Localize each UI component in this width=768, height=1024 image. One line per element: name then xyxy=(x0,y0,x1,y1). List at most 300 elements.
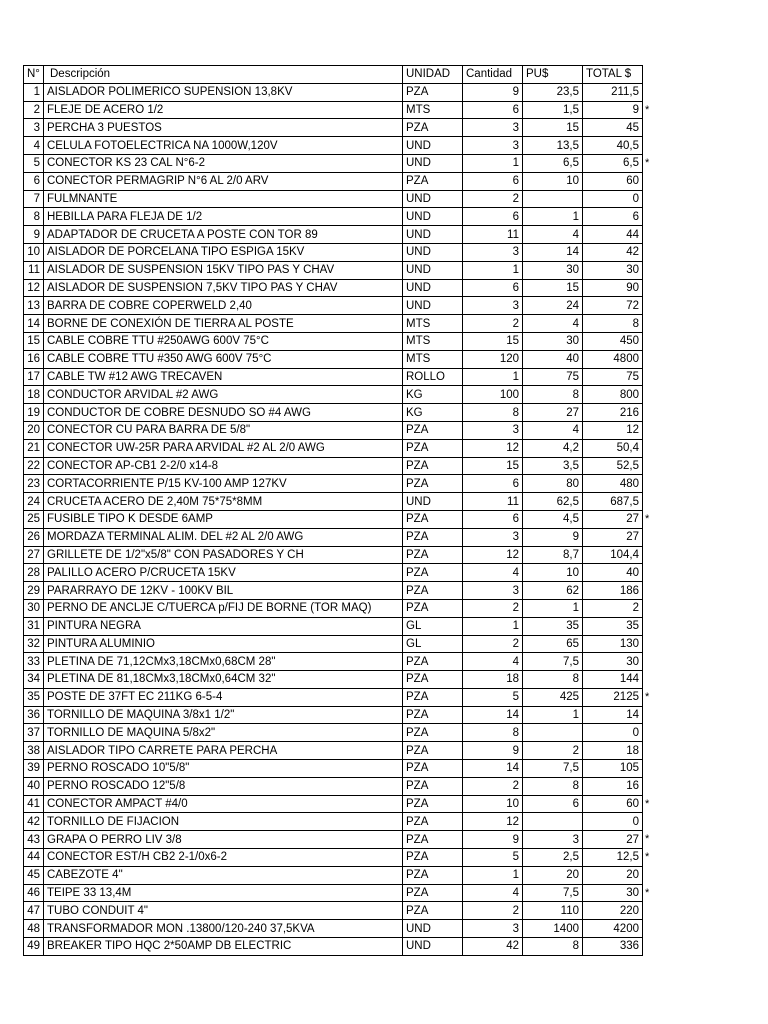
row-total: 40,5 xyxy=(583,137,643,155)
row-description: CRUCETA ACERO DE 2,40M 75*75*8MM xyxy=(44,493,403,511)
row-number: 15 xyxy=(24,332,44,350)
row-quantity: 42 xyxy=(463,938,523,956)
row-quantity: 3 xyxy=(463,582,523,600)
row-number: 28 xyxy=(24,564,44,582)
row-total: 40 xyxy=(583,564,643,582)
row-description: CABEZOTE 4" xyxy=(44,866,403,884)
row-number: 3 xyxy=(24,119,44,137)
row-description: PERNO DE ANCLJE C/TUERCA p/FIJ DE BORNE (TOR MAQ) xyxy=(44,599,403,617)
row-number: 45 xyxy=(24,866,44,884)
row-number: 39 xyxy=(24,760,44,778)
row-mark: * xyxy=(645,513,650,525)
row-number: 7 xyxy=(24,190,44,208)
row-description: PARARRAYO DE 12KV - 100KV BIL xyxy=(44,582,403,600)
row-number: 24 xyxy=(24,493,44,511)
row-total: 6,5 xyxy=(583,154,643,172)
row-description: ADAPTADOR DE CRUCETA A POSTE CON TOR 89 xyxy=(44,226,403,244)
table-row xyxy=(24,528,643,546)
row-quantity: 2 xyxy=(463,599,523,617)
row-total: 104,4 xyxy=(583,546,643,564)
row-unit: PZA xyxy=(403,475,463,493)
row-unit-price: 110 xyxy=(523,902,583,920)
row-number: 26 xyxy=(24,528,44,546)
table-row xyxy=(24,208,643,226)
row-description: CONECTOR AP-CB1 2-2/0 x14-8 xyxy=(44,457,403,475)
row-unit-price: 62 xyxy=(523,582,583,600)
row-unit: PZA xyxy=(403,742,463,760)
row-quantity: 6 xyxy=(463,279,523,297)
row-unit: UND xyxy=(403,493,463,511)
row-quantity: 14 xyxy=(463,706,523,724)
row-unit: UND xyxy=(403,154,463,172)
row-description: CONECTOR PERMAGRIP N°6 AL 2/0 ARV xyxy=(44,172,403,190)
row-unit-price: 23,5 xyxy=(523,83,583,101)
row-total: 72 xyxy=(583,297,643,315)
row-total: 60 xyxy=(583,795,643,813)
row-unit: PZA xyxy=(403,172,463,190)
row-quantity: 18 xyxy=(463,671,523,689)
row-unit: PZA xyxy=(403,688,463,706)
table-row xyxy=(24,671,643,689)
row-total: 2125 xyxy=(583,688,643,706)
row-description: AISLADOR DE SUSPENSION 15KV TIPO PAS Y CHAV xyxy=(44,261,403,279)
row-unit-price: 6,5 xyxy=(523,154,583,172)
row-total: 105 xyxy=(583,760,643,778)
row-description: CABLE TW #12 AWG TRECAVEN xyxy=(44,368,403,386)
row-quantity: 10 xyxy=(463,795,523,813)
row-unit: UND xyxy=(403,297,463,315)
row-unit-price: 7,5 xyxy=(523,653,583,671)
row-unit: PZA xyxy=(403,528,463,546)
row-number: 21 xyxy=(24,439,44,457)
row-total: 35 xyxy=(583,617,643,635)
header-unit-price: PU$ xyxy=(523,66,583,84)
row-quantity: 1 xyxy=(463,154,523,172)
row-total: 60 xyxy=(583,172,643,190)
row-total: 216 xyxy=(583,404,643,422)
row-description: AISLADOR POLIMERICO SUPENSION 13,8KV xyxy=(44,83,403,101)
row-description: AISLADOR DE PORCELANA TIPO ESPIGA 15KV xyxy=(44,243,403,261)
row-description: GRILLETE DE 1/2"x5/8" CON PASADORES Y CH xyxy=(44,546,403,564)
row-quantity: 3 xyxy=(463,137,523,155)
row-unit: KG xyxy=(403,386,463,404)
row-unit: PZA xyxy=(403,706,463,724)
row-description: FULMNANTE xyxy=(44,190,403,208)
row-quantity: 3 xyxy=(463,119,523,137)
table-row xyxy=(24,119,643,137)
header-number: N° xyxy=(24,66,44,84)
row-unit: PZA xyxy=(403,582,463,600)
row-total: 336 xyxy=(583,938,643,956)
row-unit-price: 1 xyxy=(523,706,583,724)
row-description: CONECTOR AMPACT #4/0 xyxy=(44,795,403,813)
row-number: 2 xyxy=(24,101,44,119)
row-total: 6 xyxy=(583,208,643,226)
row-total: 14 xyxy=(583,706,643,724)
row-unit: PZA xyxy=(403,457,463,475)
row-quantity: 9 xyxy=(463,83,523,101)
row-description: CONECTOR KS 23 CAL N°6-2 xyxy=(44,154,403,172)
table-row xyxy=(24,368,643,386)
row-number: 47 xyxy=(24,902,44,920)
row-mark: * xyxy=(645,157,650,169)
row-quantity: 2 xyxy=(463,635,523,653)
row-unit: PZA xyxy=(403,119,463,137)
row-quantity: 4 xyxy=(463,884,523,902)
row-unit-price: 3 xyxy=(523,831,583,849)
row-unit: PZA xyxy=(403,546,463,564)
row-unit-price: 13,5 xyxy=(523,137,583,155)
row-number: 34 xyxy=(24,671,44,689)
table-row xyxy=(24,688,643,706)
row-unit: PZA xyxy=(403,760,463,778)
table-row xyxy=(24,350,643,368)
table-row xyxy=(24,564,643,582)
table-row xyxy=(24,243,643,261)
row-unit: PZA xyxy=(403,564,463,582)
row-unit-price: 30 xyxy=(523,261,583,279)
row-total: 9 xyxy=(583,101,643,119)
table-row xyxy=(24,101,643,119)
row-total: 27 xyxy=(583,528,643,546)
row-unit-price: 15 xyxy=(523,119,583,137)
row-number: 10 xyxy=(24,243,44,261)
row-total: 130 xyxy=(583,635,643,653)
row-quantity: 2 xyxy=(463,777,523,795)
row-unit-price: 4 xyxy=(523,315,583,333)
row-mark: * xyxy=(645,851,650,863)
row-total: 75 xyxy=(583,368,643,386)
row-quantity: 1 xyxy=(463,866,523,884)
row-unit: PZA xyxy=(403,777,463,795)
row-total: 30 xyxy=(583,653,643,671)
row-unit-price: 4,2 xyxy=(523,439,583,457)
row-number: 43 xyxy=(24,831,44,849)
header-unit: UNIDAD xyxy=(403,66,463,84)
row-mark: * xyxy=(645,691,650,703)
row-description: TORNILLO DE MAQUINA 5/8x2" xyxy=(44,724,403,742)
table-row xyxy=(24,475,643,493)
row-description: BARRA DE COBRE COPERWELD 2,40 xyxy=(44,297,403,315)
row-quantity: 4 xyxy=(463,653,523,671)
row-unit: GL xyxy=(403,617,463,635)
row-number: 36 xyxy=(24,706,44,724)
table-row xyxy=(24,706,643,724)
row-total: 12 xyxy=(583,421,643,439)
row-unit-price: 24 xyxy=(523,297,583,315)
row-number: 19 xyxy=(24,404,44,422)
row-description: PLETINA DE 71,12CMx3,18CMx0,68CM 28" xyxy=(44,653,403,671)
row-unit-price: 8 xyxy=(523,777,583,795)
row-unit: PZA xyxy=(403,653,463,671)
row-unit-price: 7,5 xyxy=(523,884,583,902)
row-unit: UND xyxy=(403,190,463,208)
row-total: 4800 xyxy=(583,350,643,368)
row-unit: MTS xyxy=(403,315,463,333)
row-description: TORNILLO DE FIJACION xyxy=(44,813,403,831)
row-quantity: 6 xyxy=(463,101,523,119)
row-quantity: 12 xyxy=(463,813,523,831)
row-quantity: 11 xyxy=(463,493,523,511)
table-row xyxy=(24,457,643,475)
row-quantity: 8 xyxy=(463,404,523,422)
row-unit-price: 10 xyxy=(523,564,583,582)
row-description: PERNO ROSCADO 12"5/8 xyxy=(44,777,403,795)
row-description: PINTURA NEGRA xyxy=(44,617,403,635)
row-description: CABLE COBRE TTU #250AWG 600V 75°C xyxy=(44,332,403,350)
table-row xyxy=(24,849,643,867)
row-unit: GL xyxy=(403,635,463,653)
spreadsheet xyxy=(23,65,650,956)
row-quantity: 3 xyxy=(463,528,523,546)
row-quantity: 6 xyxy=(463,208,523,226)
row-unit-price xyxy=(523,724,583,742)
row-mark: * xyxy=(645,104,650,116)
row-total: 30 xyxy=(583,884,643,902)
row-unit: PZA xyxy=(403,671,463,689)
row-description: FLEJE DE ACERO 1/2 xyxy=(44,101,403,119)
row-total: 12,5 xyxy=(583,849,643,867)
row-description: BREAKER TIPO HQC 2*50AMP DB ELECTRIC xyxy=(44,938,403,956)
row-number: 38 xyxy=(24,742,44,760)
row-total: 50,4 xyxy=(583,439,643,457)
row-unit-price: 8 xyxy=(523,671,583,689)
table-row xyxy=(24,884,643,902)
row-total: 0 xyxy=(583,190,643,208)
row-quantity: 6 xyxy=(463,510,523,528)
table-row xyxy=(24,279,643,297)
row-unit-price: 1400 xyxy=(523,920,583,938)
row-number: 23 xyxy=(24,475,44,493)
row-number: 31 xyxy=(24,617,44,635)
table-row xyxy=(24,938,643,956)
row-total: 450 xyxy=(583,332,643,350)
row-unit-price: 2 xyxy=(523,742,583,760)
row-total: 18 xyxy=(583,742,643,760)
row-total: 220 xyxy=(583,902,643,920)
row-total: 27 xyxy=(583,831,643,849)
row-number: 16 xyxy=(24,350,44,368)
row-quantity: 2 xyxy=(463,902,523,920)
table-row xyxy=(24,172,643,190)
row-quantity: 100 xyxy=(463,386,523,404)
row-number: 6 xyxy=(24,172,44,190)
row-unit-price: 7,5 xyxy=(523,760,583,778)
row-description: TUBO CONDUIT 4" xyxy=(44,902,403,920)
row-unit-price: 80 xyxy=(523,475,583,493)
row-number: 8 xyxy=(24,208,44,226)
row-number: 12 xyxy=(24,279,44,297)
row-unit-price: 14 xyxy=(523,243,583,261)
row-unit-price: 62,5 xyxy=(523,493,583,511)
table-row xyxy=(24,546,643,564)
table-row xyxy=(24,617,643,635)
table-row xyxy=(24,297,643,315)
table-row xyxy=(24,813,643,831)
row-unit: MTS xyxy=(403,332,463,350)
row-description: FUSIBLE TIPO K DESDE 6AMP xyxy=(44,510,403,528)
row-unit: UND xyxy=(403,261,463,279)
table-row xyxy=(24,831,643,849)
row-total: 4200 xyxy=(583,920,643,938)
header-quantity: Cantidad xyxy=(463,66,523,84)
row-description: AISLADOR DE SUSPENSION 7,5KV TIPO PAS Y CHAV xyxy=(44,279,403,297)
row-unit: PZA xyxy=(403,866,463,884)
row-unit: MTS xyxy=(403,101,463,119)
row-description: HEBILLA PARA FLEJA DE 1/2 xyxy=(44,208,403,226)
table-row xyxy=(24,599,643,617)
row-total: 52,5 xyxy=(583,457,643,475)
table-row xyxy=(24,83,643,101)
row-number: 18 xyxy=(24,386,44,404)
row-unit: PZA xyxy=(403,831,463,849)
row-unit: PZA xyxy=(403,421,463,439)
row-number: 20 xyxy=(24,421,44,439)
row-total: 20 xyxy=(583,866,643,884)
row-number: 32 xyxy=(24,635,44,653)
row-total: 44 xyxy=(583,226,643,244)
row-total: 45 xyxy=(583,119,643,137)
materials-table xyxy=(23,65,643,956)
row-unit-price: 8 xyxy=(523,386,583,404)
row-unit: PZA xyxy=(403,510,463,528)
row-description: CABLE COBRE TTU #350 AWG 600V 75°C xyxy=(44,350,403,368)
table-row xyxy=(24,137,643,155)
table-row xyxy=(24,920,643,938)
row-number: 13 xyxy=(24,297,44,315)
table-row xyxy=(24,653,643,671)
row-unit-price: 4,5 xyxy=(523,510,583,528)
row-total: 186 xyxy=(583,582,643,600)
row-quantity: 5 xyxy=(463,849,523,867)
table-row xyxy=(24,261,643,279)
table-row xyxy=(24,902,643,920)
row-unit-price: 9 xyxy=(523,528,583,546)
row-unit: PZA xyxy=(403,795,463,813)
row-total: 687,5 xyxy=(583,493,643,511)
row-description: TEIPE 33 13,4M xyxy=(44,884,403,902)
row-number: 9 xyxy=(24,226,44,244)
row-number: 33 xyxy=(24,653,44,671)
row-quantity: 9 xyxy=(463,831,523,849)
row-unit: KG xyxy=(403,404,463,422)
row-unit-price: 4 xyxy=(523,421,583,439)
row-description: BORNE DE CONEXIÓN DE TIERRA AL POSTE xyxy=(44,315,403,333)
row-quantity: 11 xyxy=(463,226,523,244)
table-row xyxy=(24,154,643,172)
row-unit: PZA xyxy=(403,724,463,742)
row-number: 27 xyxy=(24,546,44,564)
row-unit-price: 8 xyxy=(523,938,583,956)
row-mark: * xyxy=(645,833,650,845)
row-unit: PZA xyxy=(403,439,463,457)
row-description: CONECTOR CU PARA BARRA DE 5/8" xyxy=(44,421,403,439)
header-row xyxy=(24,66,643,84)
row-number: 40 xyxy=(24,777,44,795)
row-total: 8 xyxy=(583,315,643,333)
table-row xyxy=(24,795,643,813)
table-row xyxy=(24,439,643,457)
table-row xyxy=(24,315,643,333)
row-total: 90 xyxy=(583,279,643,297)
row-unit: UND xyxy=(403,938,463,956)
row-mark: * xyxy=(645,887,650,899)
row-total: 30 xyxy=(583,261,643,279)
table-row xyxy=(24,760,643,778)
row-unit-price: 1 xyxy=(523,208,583,226)
row-mark: * xyxy=(645,798,650,810)
row-description: CONECTOR EST/H CB2 2-1/0x6-2 xyxy=(44,849,403,867)
table-row xyxy=(24,777,643,795)
row-unit-price: 1 xyxy=(523,599,583,617)
row-unit: ROLLO xyxy=(403,368,463,386)
row-unit-price: 40 xyxy=(523,350,583,368)
row-quantity: 1 xyxy=(463,617,523,635)
row-quantity: 1 xyxy=(463,368,523,386)
row-unit-price: 4 xyxy=(523,226,583,244)
row-unit-price: 6 xyxy=(523,795,583,813)
row-number: 1 xyxy=(24,83,44,101)
row-unit: PZA xyxy=(403,902,463,920)
row-quantity: 5 xyxy=(463,688,523,706)
row-number: 44 xyxy=(24,849,44,867)
row-quantity: 1 xyxy=(463,261,523,279)
row-unit-price: 75 xyxy=(523,368,583,386)
row-number: 11 xyxy=(24,261,44,279)
table-row xyxy=(24,866,643,884)
row-description: CELULA FOTOELECTRICA NA 1000W,120V xyxy=(44,137,403,155)
table-row xyxy=(24,493,643,511)
row-number: 46 xyxy=(24,884,44,902)
row-number: 4 xyxy=(24,137,44,155)
row-quantity: 6 xyxy=(463,475,523,493)
row-unit-price: 27 xyxy=(523,404,583,422)
row-quantity: 2 xyxy=(463,190,523,208)
row-number: 48 xyxy=(24,920,44,938)
row-unit: UND xyxy=(403,226,463,244)
row-description: PERNO ROSCADO 10"5/8" xyxy=(44,760,403,778)
row-quantity: 2 xyxy=(463,315,523,333)
row-unit-price xyxy=(523,813,583,831)
row-unit-price: 8,7 xyxy=(523,546,583,564)
row-number: 17 xyxy=(24,368,44,386)
table-row xyxy=(24,635,643,653)
row-unit-price: 1,5 xyxy=(523,101,583,119)
row-number: 42 xyxy=(24,813,44,831)
row-total: 27 xyxy=(583,510,643,528)
header-description: Descripción xyxy=(44,66,403,84)
row-unit: UND xyxy=(403,920,463,938)
row-description: GRAPA O PERRO LIV 3/8 xyxy=(44,831,403,849)
row-description: TORNILLO DE MAQUINA 3/8x1 1/2" xyxy=(44,706,403,724)
row-unit: UND xyxy=(403,137,463,155)
table-row xyxy=(24,421,643,439)
table-row xyxy=(24,510,643,528)
row-number: 25 xyxy=(24,510,44,528)
row-unit: PZA xyxy=(403,813,463,831)
row-total: 800 xyxy=(583,386,643,404)
row-number: 37 xyxy=(24,724,44,742)
row-total: 42 xyxy=(583,243,643,261)
row-description: AISLADOR TIPO CARRETE PARA PERCHA xyxy=(44,742,403,760)
table-row xyxy=(24,404,643,422)
row-unit: PZA xyxy=(403,83,463,101)
row-quantity: 6 xyxy=(463,172,523,190)
row-unit-price: 15 xyxy=(523,279,583,297)
row-number: 14 xyxy=(24,315,44,333)
row-quantity: 8 xyxy=(463,724,523,742)
row-description: MORDAZA TERMINAL ALIM. DEL #2 AL 2/0 AWG xyxy=(44,528,403,546)
